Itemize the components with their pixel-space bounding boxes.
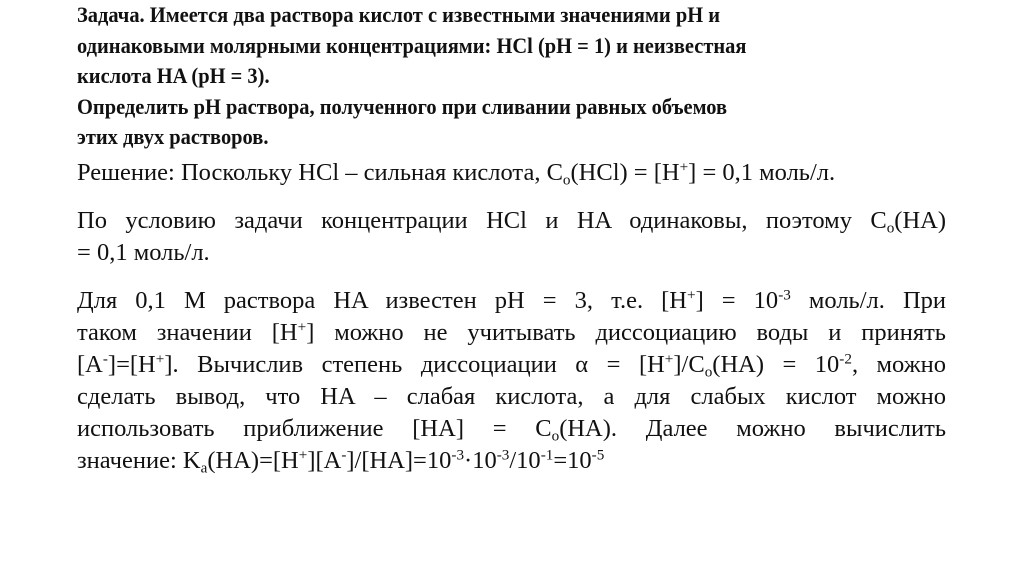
text-segment: (HA). Далее можно вычислить — [559, 415, 946, 442]
text-segment: (HA) — [894, 207, 946, 234]
superscript: - — [341, 446, 347, 464]
solution-line — [77, 285, 946, 317]
superscript: + — [155, 350, 165, 368]
superscript: -3 — [778, 286, 791, 304]
text-segment: ]/[HA]=10 — [346, 447, 452, 474]
text-segment: [A — [77, 351, 103, 378]
subscript: a — [200, 459, 208, 477]
text-segment: , можно — [851, 351, 946, 378]
superscript: -5 — [591, 446, 605, 464]
subscript: o — [886, 219, 895, 237]
superscript: -3 — [496, 446, 510, 464]
text-segment: (HA) = 10 — [712, 351, 840, 378]
task-line: одинаковыми молярными концентрациями: HCl (pH = 1) и неизвестная — [77, 32, 747, 58]
text-segment: (HA)=[H — [207, 447, 299, 474]
solution-line — [77, 237, 946, 269]
superscript: + — [687, 286, 696, 304]
text-segment: ·10 — [464, 447, 497, 474]
superscript: -1 — [540, 446, 554, 464]
superscript: -2 — [839, 350, 852, 368]
superscript: - — [102, 350, 108, 368]
subscript: o — [551, 427, 560, 445]
text-segment: ][A — [307, 447, 342, 474]
text-segment: ]. Вычислив степень диссоциации α = [H — [164, 351, 665, 378]
solution-paragraph — [77, 285, 946, 477]
text-segment: использовать приближение [HA] = C — [77, 415, 552, 442]
text-segment: ]=[H — [107, 351, 156, 378]
text-segment: ]/C — [673, 351, 705, 378]
superscript: + — [297, 318, 307, 336]
text-segment: ] = 10 — [695, 287, 779, 314]
text-segment: ] можно не учитывать диссоциацию воды и принять — [306, 319, 946, 346]
solution-line — [77, 445, 946, 477]
subscript: o — [704, 363, 713, 381]
text-segment: (HCl) = [H — [570, 159, 680, 186]
superscript: + — [679, 158, 689, 176]
text-segment: Для 0,1 М раствора HA известен pH = 3, т.е. [H — [77, 287, 687, 314]
subscript: o — [562, 171, 571, 189]
superscript: -3 — [451, 446, 465, 464]
solution-line — [77, 349, 946, 381]
text-segment: По условию задачи концентрации HCl и HA одинаковы, поэтому C — [77, 207, 887, 234]
text-segment: Решение: Поскольку HCl – сильная кислота, C — [77, 159, 563, 186]
superscript: + — [664, 350, 674, 368]
task-line: кислота HA (pH = 3). — [77, 63, 270, 88]
text-segment: /10 — [509, 447, 541, 474]
solution-text — [77, 157, 946, 493]
text-segment: =10 — [553, 447, 592, 474]
solution-line — [77, 381, 946, 413]
solution-line — [77, 413, 946, 445]
text-segment: значение: K — [77, 447, 201, 474]
solution-line — [77, 205, 946, 237]
solution-line — [77, 157, 946, 189]
text-segment: таком значении [H — [77, 319, 298, 346]
text-segment: = 0,1 моль/л. — [77, 239, 210, 266]
text-segment: ] = 0,1 моль/л. — [688, 159, 836, 186]
superscript: + — [298, 446, 308, 464]
solution-line — [77, 317, 946, 349]
task-line: Задача. Имеется два раствора кислот с известными значениями pH и — [77, 2, 721, 27]
text-segment: моль/л. При — [790, 287, 947, 314]
task-statement — [77, 0, 957, 153]
task-question-line: этих двух растворов. — [77, 124, 269, 149]
solution-paragraph — [77, 157, 946, 189]
solution-paragraph — [77, 205, 946, 269]
task-question-line: Определить pH раствора, полученного при сливании равных объемов — [77, 93, 728, 119]
text-segment: сделать вывод, что HA – слабая кислота, а для слабых кислот можно — [77, 383, 946, 410]
